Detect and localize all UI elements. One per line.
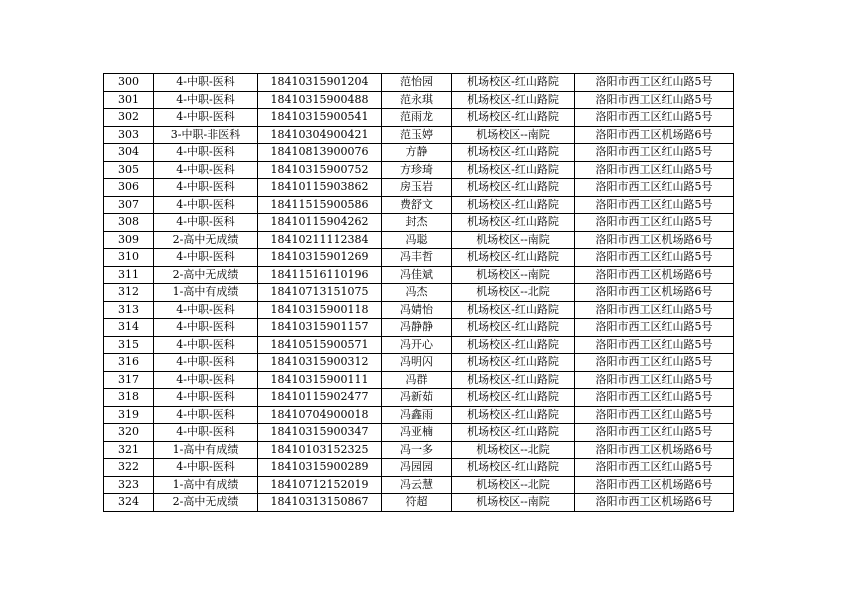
row-number: 317	[104, 371, 154, 389]
table-row	[104, 319, 734, 337]
category-cell: 2-高中无成绩	[154, 494, 258, 512]
row-number: 304	[104, 144, 154, 162]
student-roster-table	[103, 73, 734, 512]
address-cell: 洛阳市西工区机场路6号	[575, 284, 734, 302]
category-cell: 4-中职-医科	[154, 144, 258, 162]
exam-number-cell: 18410115903862	[258, 179, 382, 197]
table-row	[104, 336, 734, 354]
exam-number-cell: 18410712152019	[258, 476, 382, 494]
exam-number-cell: 18410304900421	[258, 126, 382, 144]
campus-cell: 机场校区-红山路院	[452, 301, 575, 319]
table-row	[104, 371, 734, 389]
campus-cell: 机场校区-红山路院	[452, 214, 575, 232]
category-cell: 4-中职-医科	[154, 301, 258, 319]
row-number: 315	[104, 336, 154, 354]
exam-number-cell: 18410704900018	[258, 406, 382, 424]
student-name-cell: 范怡园	[382, 74, 452, 92]
student-name-cell: 冯一多	[382, 441, 452, 459]
campus-cell: 机场校区--北院	[452, 476, 575, 494]
campus-cell: 机场校区--北院	[452, 284, 575, 302]
row-number: 302	[104, 109, 154, 127]
category-cell: 4-中职-医科	[154, 196, 258, 214]
row-number: 309	[104, 231, 154, 249]
address-cell: 洛阳市西工区红山路5号	[575, 74, 734, 92]
row-number: 319	[104, 406, 154, 424]
address-cell: 洛阳市西工区红山路5号	[575, 406, 734, 424]
table-row	[104, 126, 734, 144]
address-cell: 洛阳市西工区红山路5号	[575, 144, 734, 162]
address-cell: 洛阳市西工区红山路5号	[575, 336, 734, 354]
category-cell: 4-中职-医科	[154, 74, 258, 92]
student-name-cell: 冯杰	[382, 284, 452, 302]
category-cell: 2-高中无成绩	[154, 231, 258, 249]
exam-number-cell: 18410813900076	[258, 144, 382, 162]
row-number: 323	[104, 476, 154, 494]
campus-cell: 机场校区--北院	[452, 441, 575, 459]
campus-cell: 机场校区-红山路院	[452, 179, 575, 197]
category-cell: 4-中职-医科	[154, 354, 258, 372]
campus-cell: 机场校区--南院	[452, 231, 575, 249]
student-name-cell: 范永琪	[382, 91, 452, 109]
campus-cell: 机场校区-红山路院	[452, 459, 575, 477]
exam-number-cell: 18410315900312	[258, 354, 382, 372]
student-name-cell: 冯开心	[382, 336, 452, 354]
student-name-cell: 冯静静	[382, 319, 452, 337]
campus-cell: 机场校区-红山路院	[452, 196, 575, 214]
address-cell: 洛阳市西工区红山路5号	[575, 179, 734, 197]
category-cell: 4-中职-医科	[154, 91, 258, 109]
student-name-cell: 冯丰哲	[382, 249, 452, 267]
address-cell: 洛阳市西工区红山路5号	[575, 389, 734, 407]
exam-number-cell: 18410315900111	[258, 371, 382, 389]
exam-number-cell: 18410315901157	[258, 319, 382, 337]
address-cell: 洛阳市西工区红山路5号	[575, 196, 734, 214]
table-row	[104, 284, 734, 302]
address-cell: 洛阳市西工区红山路5号	[575, 109, 734, 127]
category-cell: 4-中职-医科	[154, 319, 258, 337]
table-row	[104, 459, 734, 477]
exam-number-cell: 18410315901204	[258, 74, 382, 92]
address-cell: 洛阳市西工区机场路6号	[575, 494, 734, 512]
row-number: 318	[104, 389, 154, 407]
address-cell: 洛阳市西工区红山路5号	[575, 424, 734, 442]
student-name-cell: 封杰	[382, 214, 452, 232]
campus-cell: 机场校区-红山路院	[452, 336, 575, 354]
address-cell: 洛阳市西工区红山路5号	[575, 301, 734, 319]
address-cell: 洛阳市西工区红山路5号	[575, 354, 734, 372]
row-number: 316	[104, 354, 154, 372]
category-cell: 4-中职-医科	[154, 214, 258, 232]
exam-number-cell: 18410315900752	[258, 161, 382, 179]
table-row	[104, 476, 734, 494]
student-name-cell: 范玉婷	[382, 126, 452, 144]
exam-number-cell: 18411516110196	[258, 266, 382, 284]
exam-number-cell: 18410313150867	[258, 494, 382, 512]
exam-number-cell: 18411515900586	[258, 196, 382, 214]
address-cell: 洛阳市西工区机场路6号	[575, 441, 734, 459]
campus-cell: 机场校区-红山路院	[452, 74, 575, 92]
table-row	[104, 266, 734, 284]
exam-number-cell: 18410315900541	[258, 109, 382, 127]
row-number: 303	[104, 126, 154, 144]
campus-cell: 机场校区-红山路院	[452, 144, 575, 162]
student-name-cell: 冯明闪	[382, 354, 452, 372]
table-row	[104, 196, 734, 214]
table-row	[104, 441, 734, 459]
category-cell: 4-中职-医科	[154, 249, 258, 267]
table-row	[104, 249, 734, 267]
table-row	[104, 144, 734, 162]
student-name-cell: 冯鑫雨	[382, 406, 452, 424]
table-row	[104, 231, 734, 249]
category-cell: 2-高中无成绩	[154, 266, 258, 284]
exam-number-cell: 18410315900118	[258, 301, 382, 319]
campus-cell: 机场校区-红山路院	[452, 91, 575, 109]
student-name-cell: 冯聪	[382, 231, 452, 249]
category-cell: 4-中职-医科	[154, 459, 258, 477]
table-row	[104, 424, 734, 442]
table-row	[104, 354, 734, 372]
student-name-cell: 冯群	[382, 371, 452, 389]
row-number: 324	[104, 494, 154, 512]
student-name-cell: 冯园园	[382, 459, 452, 477]
address-cell: 洛阳市西工区机场路6号	[575, 231, 734, 249]
category-cell: 1-高中有成绩	[154, 284, 258, 302]
campus-cell: 机场校区-红山路院	[452, 406, 575, 424]
category-cell: 4-中职-医科	[154, 371, 258, 389]
table-row	[104, 74, 734, 92]
campus-cell: 机场校区-红山路院	[452, 389, 575, 407]
campus-cell: 机场校区-红山路院	[452, 424, 575, 442]
exam-number-cell: 18410515900571	[258, 336, 382, 354]
row-number: 320	[104, 424, 154, 442]
row-number: 314	[104, 319, 154, 337]
address-cell: 洛阳市西工区红山路5号	[575, 249, 734, 267]
table-row	[104, 214, 734, 232]
address-cell: 洛阳市西工区红山路5号	[575, 319, 734, 337]
category-cell: 4-中职-医科	[154, 406, 258, 424]
campus-cell: 机场校区-红山路院	[452, 249, 575, 267]
exam-number-cell: 18410103152325	[258, 441, 382, 459]
table-row	[104, 179, 734, 197]
student-name-cell: 冯亚楠	[382, 424, 452, 442]
address-cell: 洛阳市西工区机场路6号	[575, 476, 734, 494]
student-name-cell: 范雨龙	[382, 109, 452, 127]
student-name-cell: 冯佳斌	[382, 266, 452, 284]
student-name-cell: 方珍琦	[382, 161, 452, 179]
row-number: 311	[104, 266, 154, 284]
category-cell: 1-高中有成绩	[154, 441, 258, 459]
student-name-cell: 费舒文	[382, 196, 452, 214]
row-number: 322	[104, 459, 154, 477]
student-name-cell: 方静	[382, 144, 452, 162]
address-cell: 洛阳市西工区红山路5号	[575, 371, 734, 389]
table-row	[104, 301, 734, 319]
table-row	[104, 494, 734, 512]
category-cell: 3-中职-非医科	[154, 126, 258, 144]
row-number: 305	[104, 161, 154, 179]
campus-cell: 机场校区-红山路院	[452, 109, 575, 127]
table-row	[104, 406, 734, 424]
category-cell: 4-中职-医科	[154, 389, 258, 407]
student-name-cell: 房玉岩	[382, 179, 452, 197]
campus-cell: 机场校区-红山路院	[452, 161, 575, 179]
table-row	[104, 389, 734, 407]
row-number: 300	[104, 74, 154, 92]
row-number: 321	[104, 441, 154, 459]
category-cell: 4-中职-医科	[154, 179, 258, 197]
exam-number-cell: 18410115902477	[258, 389, 382, 407]
row-number: 301	[104, 91, 154, 109]
address-cell: 洛阳市西工区红山路5号	[575, 91, 734, 109]
exam-number-cell: 18410713151075	[258, 284, 382, 302]
student-name-cell: 冯云慧	[382, 476, 452, 494]
row-number: 313	[104, 301, 154, 319]
campus-cell: 机场校区--南院	[452, 494, 575, 512]
campus-cell: 机场校区-红山路院	[452, 371, 575, 389]
table-row	[104, 91, 734, 109]
table-row	[104, 161, 734, 179]
address-cell: 洛阳市西工区红山路5号	[575, 459, 734, 477]
student-name-cell: 冯婧怡	[382, 301, 452, 319]
campus-cell: 机场校区--南院	[452, 126, 575, 144]
exam-number-cell: 18410211112384	[258, 231, 382, 249]
category-cell: 4-中职-医科	[154, 161, 258, 179]
category-cell: 4-中职-医科	[154, 336, 258, 354]
exam-number-cell: 18410315900289	[258, 459, 382, 477]
exam-number-cell: 18410315900488	[258, 91, 382, 109]
exam-number-cell: 18410115904262	[258, 214, 382, 232]
address-cell: 洛阳市西工区红山路5号	[575, 214, 734, 232]
address-cell: 洛阳市西工区红山路5号	[575, 161, 734, 179]
row-number: 310	[104, 249, 154, 267]
category-cell: 1-高中有成绩	[154, 476, 258, 494]
roster-body	[104, 74, 734, 512]
category-cell: 4-中职-医科	[154, 109, 258, 127]
row-number: 306	[104, 179, 154, 197]
exam-number-cell: 18410315901269	[258, 249, 382, 267]
campus-cell: 机场校区-红山路院	[452, 319, 575, 337]
row-number: 308	[104, 214, 154, 232]
row-number: 307	[104, 196, 154, 214]
student-name-cell: 符超	[382, 494, 452, 512]
address-cell: 洛阳市西工区机场路6号	[575, 126, 734, 144]
address-cell: 洛阳市西工区机场路6号	[575, 266, 734, 284]
table-row	[104, 109, 734, 127]
exam-number-cell: 18410315900347	[258, 424, 382, 442]
category-cell: 4-中职-医科	[154, 424, 258, 442]
campus-cell: 机场校区-红山路院	[452, 354, 575, 372]
student-name-cell: 冯新茹	[382, 389, 452, 407]
campus-cell: 机场校区--南院	[452, 266, 575, 284]
row-number: 312	[104, 284, 154, 302]
